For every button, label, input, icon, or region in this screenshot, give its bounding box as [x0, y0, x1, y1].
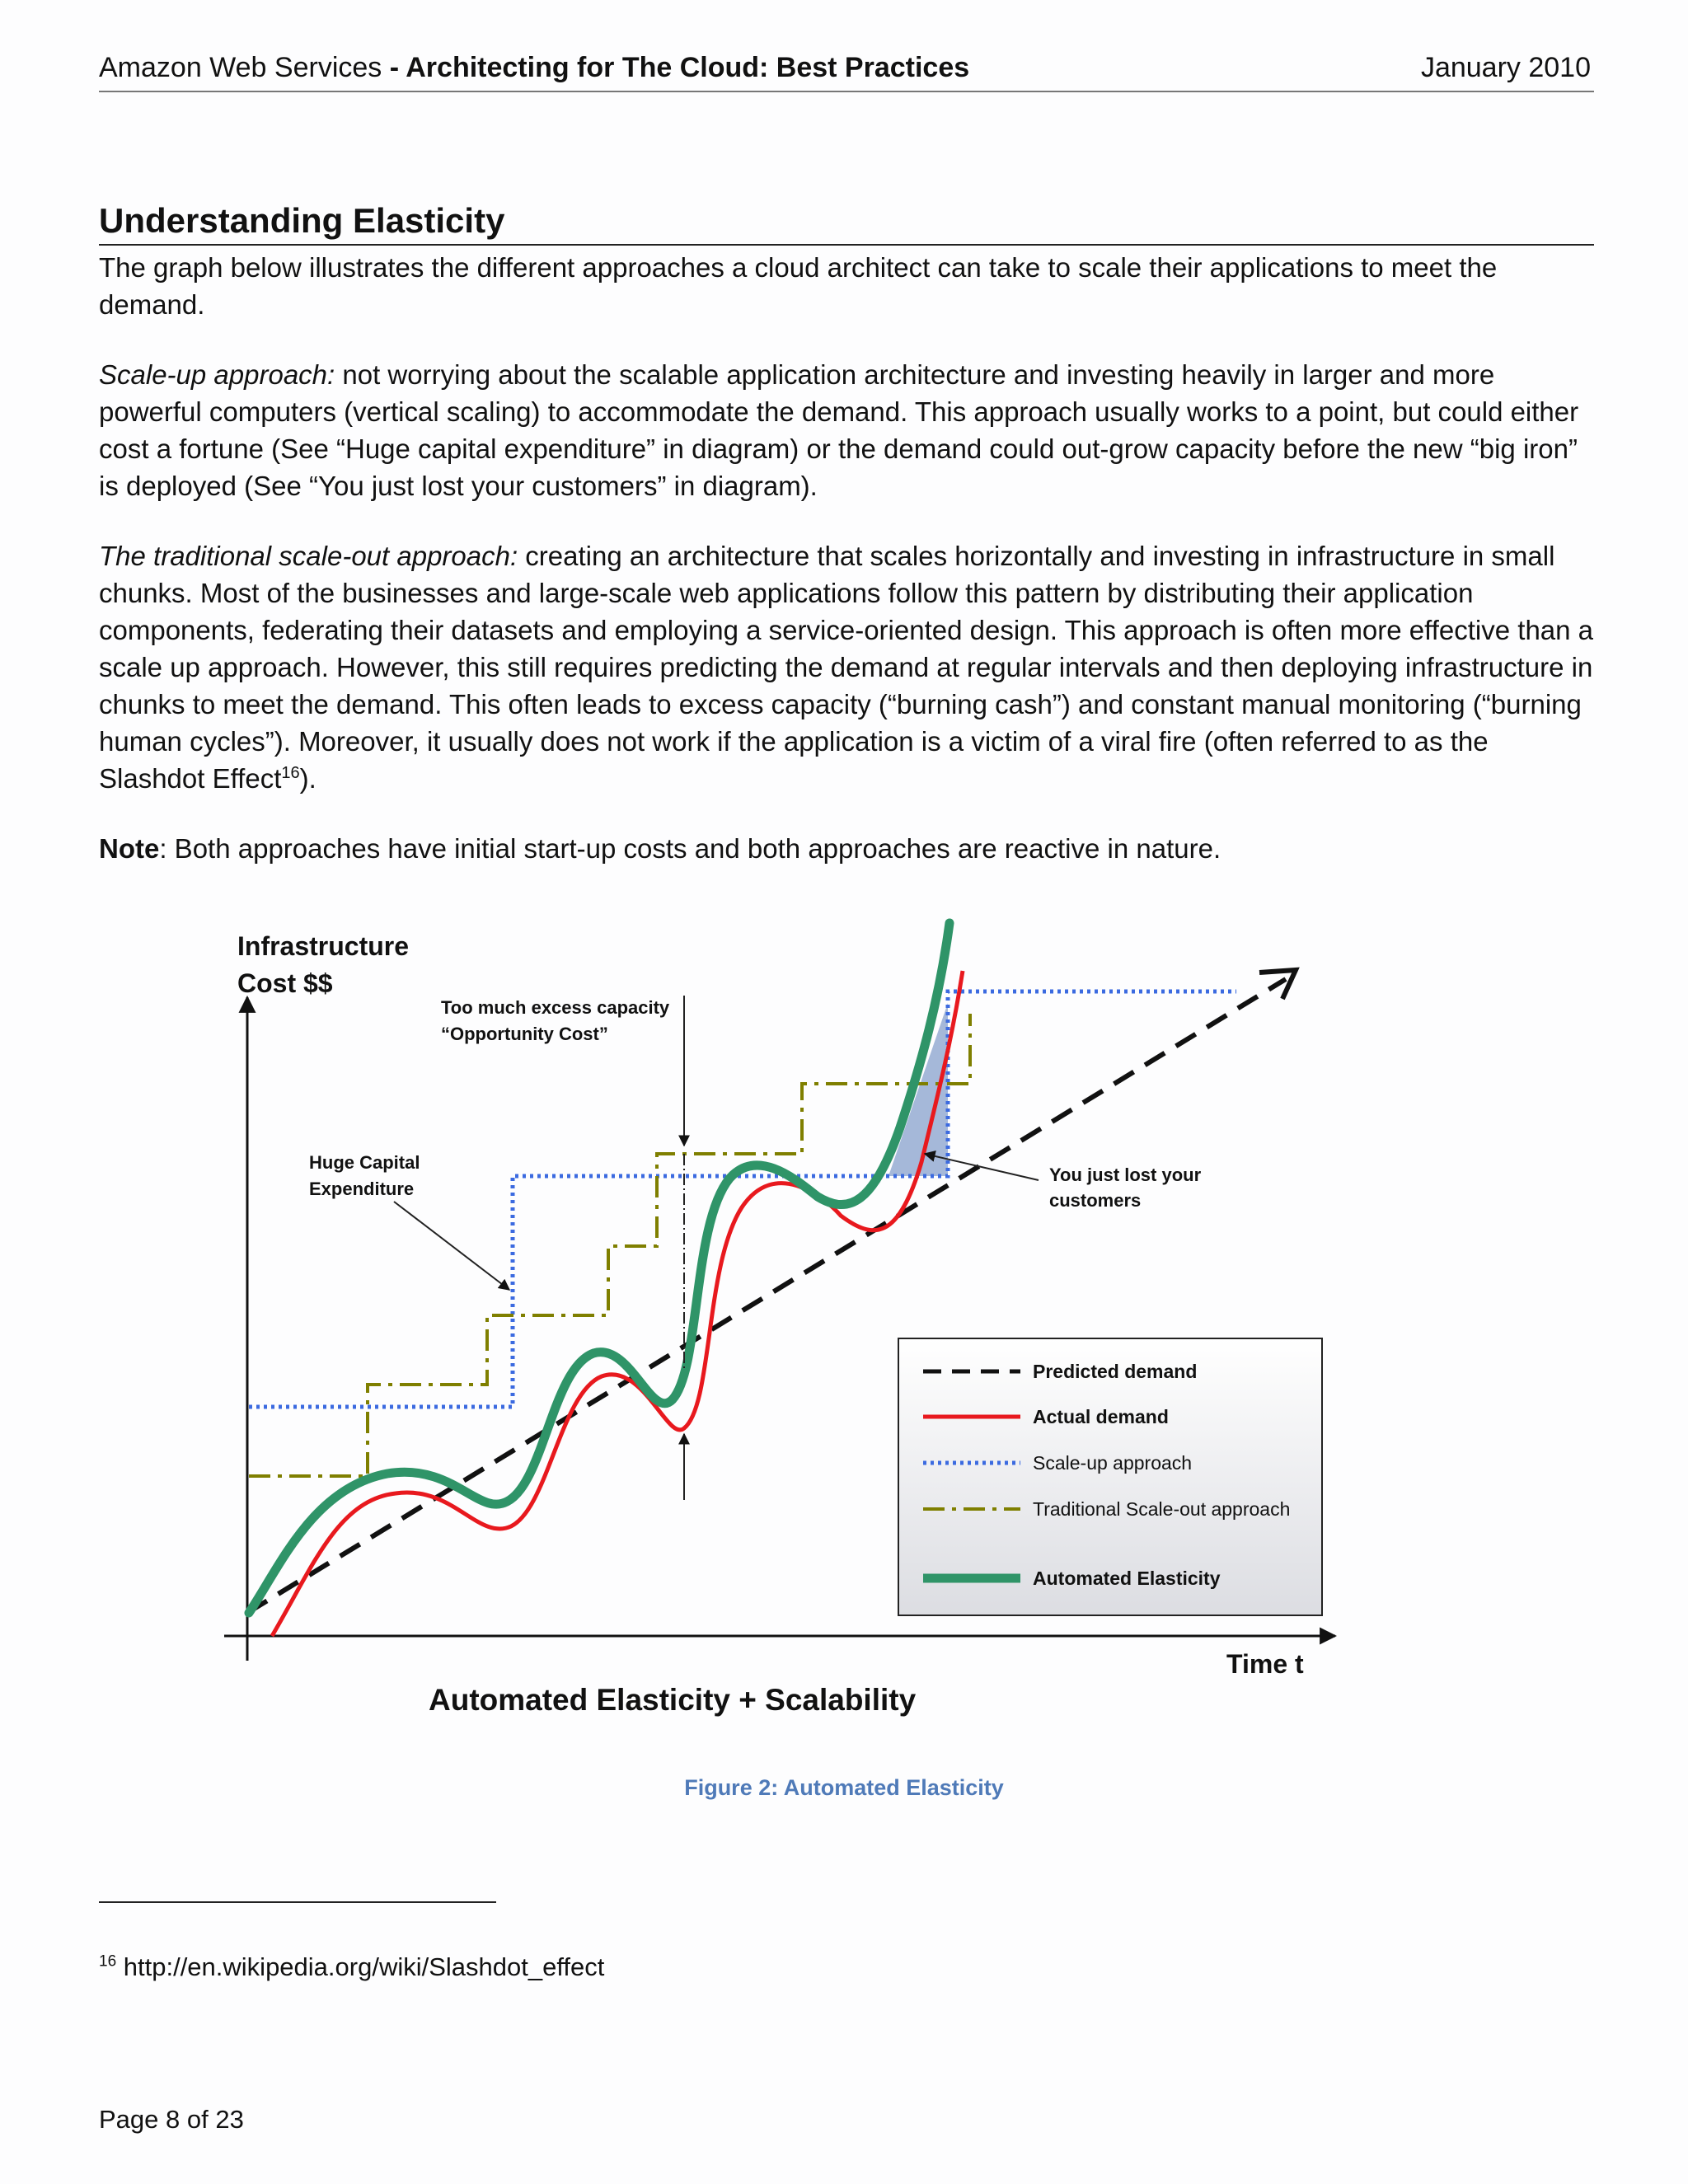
- section-title: Understanding Elasticity: [99, 198, 1594, 246]
- page-header: [99, 48, 1594, 92]
- scaleout-label: The traditional scale-out approach:: [99, 541, 518, 571]
- footnote-separator: [99, 1901, 496, 1903]
- capex-annotation-line2: Expenditure: [309, 1179, 415, 1199]
- y-axis-label-line1: Infrastructure: [237, 931, 410, 961]
- scaleout-series: [249, 1014, 970, 1476]
- chart-legend: [898, 1338, 1322, 1615]
- y-axis-label-line2: Cost $$: [237, 968, 333, 998]
- lost-annotation-line1: You just lost your: [1049, 1165, 1202, 1185]
- footnote-number: 16: [99, 1952, 117, 1971]
- header-title: Architecting for The Cloud: Best Practices: [406, 52, 970, 83]
- chart-svg: [214, 907, 1368, 1731]
- scaleout-end: ).: [299, 763, 316, 794]
- footnote-link[interactable]: http://en.wikipedia.org/wiki/Slashdot_effect: [123, 1952, 605, 1981]
- scaleup-text: not worrying about the scalable application architecture and investing heavily in larger and more powerful computers (vertical scaling) to accommodate the demand. This approach usually works to a point, but could either cost a fortune (See “Huge capital expenditure” in diagram) or the demand could out-grow capacity before the new “big iron” is deployed (See “You just lost your customers” in diagram).: [99, 359, 1579, 501]
- scaleup-label: Scale-up approach:: [99, 359, 335, 390]
- legend-label-elasticity: Automated Elasticity: [1033, 1568, 1221, 1589]
- note-text: : Both approaches have initial start-up costs and both approaches are reactive in nature.: [159, 833, 1221, 864]
- legend-label-actual: Actual demand: [1033, 1406, 1169, 1427]
- footnote-ref[interactable]: 16: [281, 764, 300, 782]
- excess-annotation-line2: “Opportunity Cost”: [441, 1024, 608, 1044]
- header-date: January 2010: [1420, 52, 1591, 83]
- chart-title: Automated Elasticity + Scalability: [429, 1683, 917, 1717]
- header-company: Amazon Web Services: [99, 52, 382, 83]
- elasticity-chart: [214, 907, 1368, 1731]
- legend-label-scaleup: Scale-up approach: [1033, 1452, 1193, 1474]
- intro-paragraph: The graph below illustrates the different approaches a cloud architect can take to scale their applications to meet the demand.: [99, 252, 1498, 320]
- lost-annotation-line2: customers: [1049, 1190, 1142, 1211]
- scaleout-text: creating an architecture that scales horizontally and investing in infrastructure in small chunks. Most of the businesses and large-scale web applications follow this pattern by distributing their application components, federating their datasets and employing a service-oriented design. This approach is often more effective than a scale up approach. However, this still requires predicting the demand at regular intervals and then deploying infrastructure in chunks to meet the demand. This often leads to excess capacity (“burning cash”) and constant manual monitoring (“burning human cycles”). Moreover, it usually does not work if the application is a victim of a viral fire (often referred to as the Slashdot Effect: [99, 541, 1594, 794]
- capex-arrow: [394, 1202, 509, 1290]
- capex-annotation-line1: Huge Capital: [309, 1152, 420, 1173]
- page-number: Page 8 of 23: [99, 2105, 244, 2134]
- scaleup-paragraph: [99, 356, 1599, 504]
- note-label: Note: [99, 833, 160, 864]
- legend-label-scaleout: Traditional Scale-out approach: [1033, 1498, 1291, 1520]
- x-axis-label: Time t: [1226, 1649, 1304, 1679]
- excess-annotation-line1: Too much excess capacity: [441, 997, 670, 1018]
- scaleout-paragraph: [99, 537, 1599, 797]
- legend-label-predicted: Predicted demand: [1033, 1361, 1198, 1382]
- note-paragraph: [99, 830, 1599, 867]
- footnote: [99, 1949, 604, 1985]
- figure-caption: Figure 2: Automated Elasticity: [684, 1775, 1004, 1800]
- header-separator: -: [382, 52, 406, 83]
